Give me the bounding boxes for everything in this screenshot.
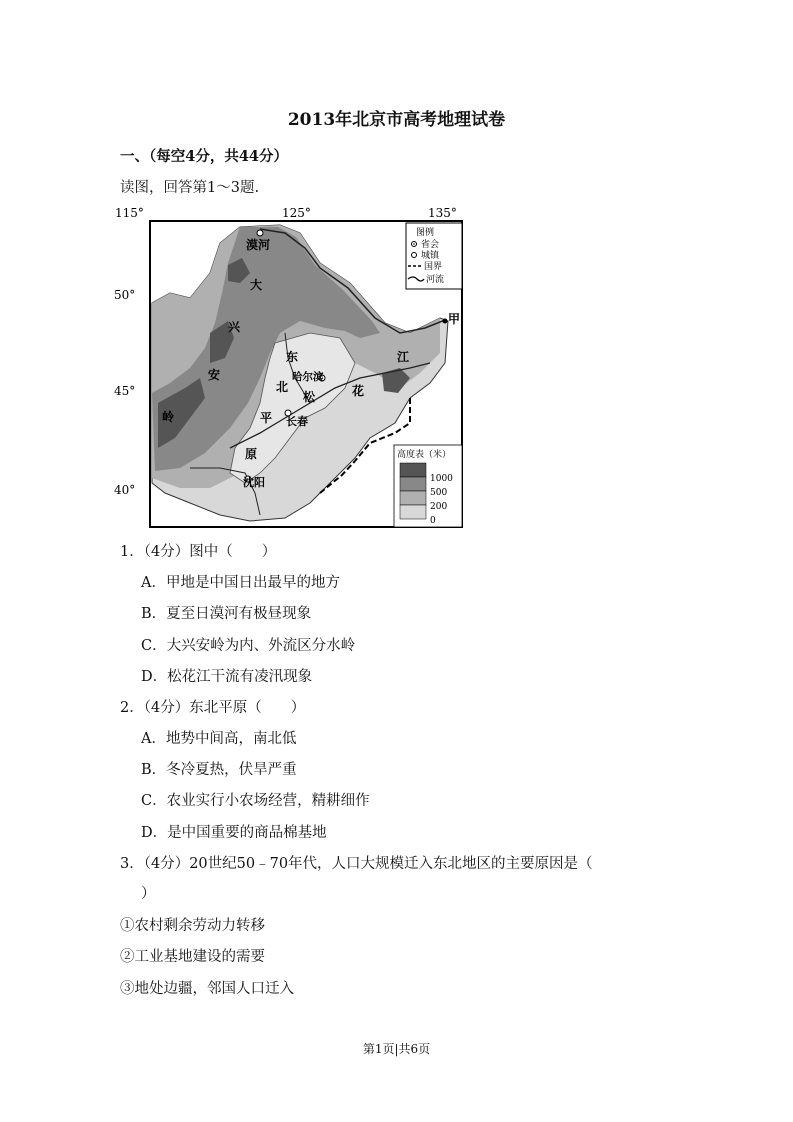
label-ping: 平 [260,411,273,425]
question-3-stem-continuation: ） [141,886,156,902]
lat-label-40: 40° [114,483,136,497]
label-an: 安 [208,368,221,382]
legend-border: 国界 [424,262,443,272]
label-hua: 花 [352,384,365,398]
page-footer: 第1页|共6页 [362,1042,431,1056]
elevation-swatch-0 [400,505,426,519]
question-2-stem: 2．（4分）东北平原（ ） [120,700,306,716]
lat-label-45: 45° [114,384,136,398]
label-harbin: 哈尔滨 [292,371,324,383]
elevation-level-500: 500 [430,488,448,498]
elevation-title: 高度表（米） [397,450,452,460]
question-3-stem: 3．（4分）20世纪50﹣70年代，人口大规模迁入东北地区的主要原因是（ [120,856,593,872]
question-1-option-d: D．松花江干流有凌汛现象 [141,669,313,685]
question-2-option-b: B．冬冷夏热，伏旱严重 [141,762,297,778]
question-3-statement-2: ②工业基地建设的需要 [120,949,265,965]
elevation-level-0: 0 [430,516,436,526]
label-bei: 北 [276,380,289,394]
question-3-statement-1: ①农村剩余劳动力转移 [120,918,265,934]
label-changchun: 长春 [286,415,308,428]
question-2-option-d: D．是中国重要的商品棉基地 [141,825,327,841]
legend-river: 河流 [426,275,445,285]
northeast-china-map [110,203,480,533]
lon-label-115: 115° [115,206,144,220]
label-da: 大 [250,278,263,292]
elevation-level-1000: 1000 [430,474,453,484]
question-1-option-c: C．大兴安岭为内、外流区分水岭 [141,638,356,654]
label-shenyang: 沈阳 [243,476,265,489]
question-1-option-b: B．夏至日漠河有极昼现象 [141,606,312,622]
question-2-option-c: C．农业实行小农场经营，精耕细作 [141,793,370,809]
lon-label-135: 135° [428,206,457,220]
page-title: 2013年北京市高考地理试卷 [287,110,506,130]
label-mohe: 漠河 [246,238,271,252]
label-song: 松 [303,390,316,404]
elevation-swatch-500 [400,477,426,491]
label-xing: 兴 [228,320,241,334]
elevation-swatch-1000 [400,463,426,477]
legend-town: 城镇 [421,251,440,261]
question-2-option-a: A．地势中间高，南北低 [141,731,297,747]
elevation-swatch-200 [400,491,426,505]
question-1-stem: 1．（4分）图中（ ） [120,544,277,560]
label-jiang: 江 [397,350,410,364]
intro-text: 读图，回答第1～3题. [120,180,260,196]
question-1-option-a: A．甲地是中国日出最早的地方 [141,575,340,591]
lat-label-50: 50° [114,288,136,302]
label-dong: 东 [286,350,299,364]
elevation-level-200: 200 [430,502,448,512]
point-jia-marker [443,319,448,324]
legend-title: 图例 [416,228,435,238]
lon-label-125: 125° [282,206,311,220]
label-jia: 甲 [448,312,461,326]
legend-town-icon [412,253,417,258]
label-ling: 岭 [162,410,175,424]
city-mohe-marker [257,230,263,236]
legend-capital: 省会 [421,240,440,250]
label-yuan: 原 [245,447,258,461]
question-3-statement-3: ③地处边疆，邻国人口迁入 [120,981,294,997]
section-heading: 一、（每空4分，共44分） [120,148,289,165]
